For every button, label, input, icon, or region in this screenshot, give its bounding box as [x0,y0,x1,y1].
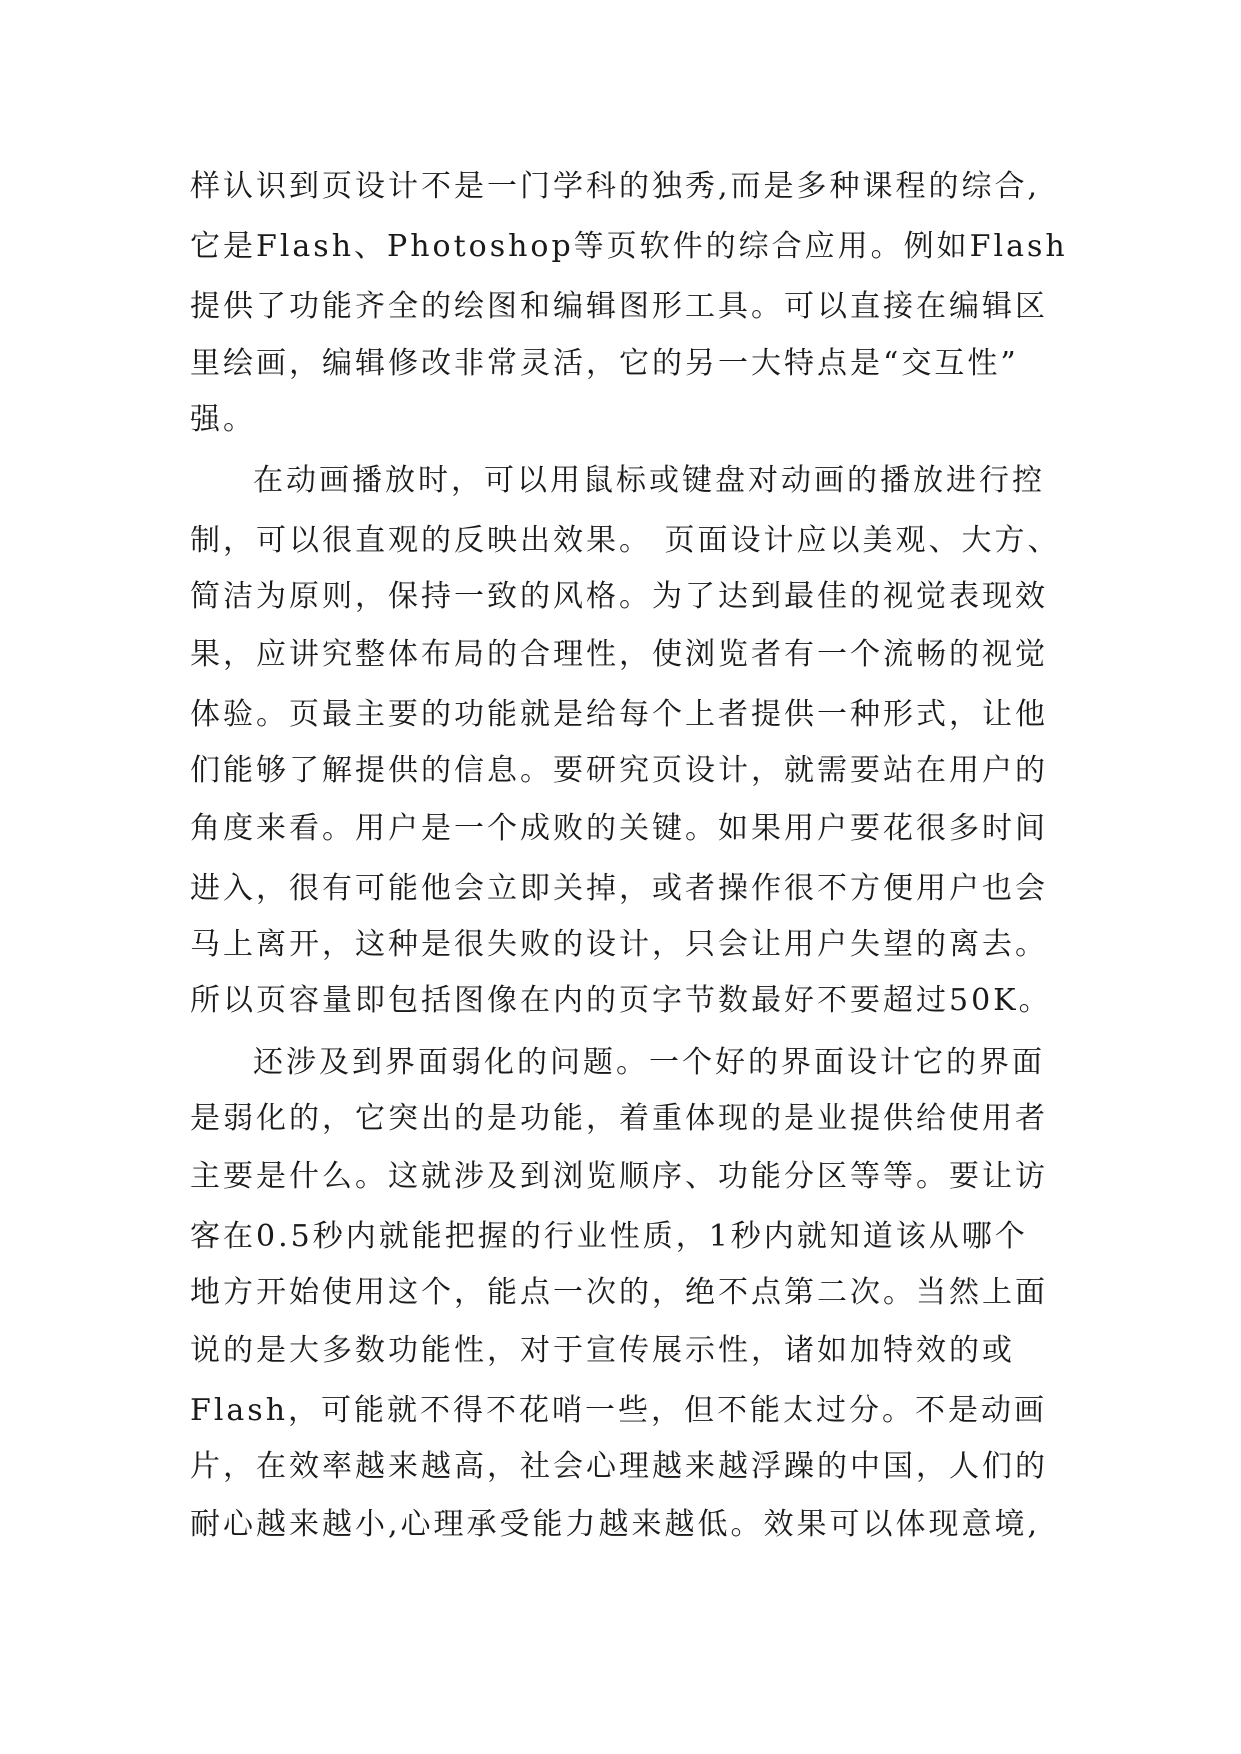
text-line: 里绘画，编辑修改非常灵活，它的另一大特点是“交互性” [190,346,1019,381]
text-line: 所以页容量即包括图像在内的页字节数最好不要超过50K。 [190,983,1052,1018]
text-line: 进入，很有可能他会立即关掉，或者操作很不方便用户也会 [190,871,1048,906]
text-line: Flash，可能就不得不花哨一些，但不能太过分。不是动画 [190,1393,1048,1428]
text-line: 它是Flash、Photoshop等页软件的综合应用。例如Flash [190,229,1068,264]
paragraph-first-line: 在动画播放时，可以用鼠标或键盘对动画的播放进行控 [253,463,1045,498]
paragraph-first-line: 还涉及到界面弱化的问题。一个好的界面设计它的界面 [253,1045,1045,1080]
text-line: 片，在效率越来越高，社会心理越来越浮躁的中国，人们的 [190,1449,1048,1484]
text-line: 提供了功能齐全的绘图和编辑图形工具。可以直接在编辑区 [190,289,1048,324]
text-line: 果，应讲究整体布局的合理性，使浏览者有一个流畅的视觉 [190,637,1048,672]
text-line: 强。 [190,402,256,437]
text-line: 制，可以很直观的反映出效果。 页面设计应以美观、大方、 [190,523,1061,558]
text-line: 是弱化的，它突出的是功能，着重体现的是业提供给使用者 [190,1101,1048,1136]
text-line: 简洁为原则，保持一致的风格。为了达到最佳的视觉表现效 [190,579,1048,614]
text-line: 马上离开，这种是很失败的设计，只会让用户失望的离去。 [190,927,1048,962]
text-line: 地方开始使用这个，能点一次的，绝不点第二次。当然上面 [190,1275,1048,1310]
text-line: 说的是大多数功能性，对于宣传展示性，诸如加特效的或 [190,1333,1015,1368]
text-line: 们能够了解提供的信息。要研究页设计，就需要站在用户的 [190,753,1048,788]
text-line: 角度来看。用户是一个成败的关键。如果用户要花很多时间 [190,811,1048,846]
text-line: 体验。页最主要的功能就是给每个上者提供一种形式，让他 [190,697,1048,732]
text-line: 样认识到页设计不是一门学科的独秀,而是多种课程的综合, [190,169,1041,204]
text-line: 耐心越来越小,心理承受能力越来越低。效果可以体现意境, [190,1507,1041,1542]
text-line: 客在0.5秒内就能把握的行业性质，1秒内就知道该从哪个 [190,1219,1028,1254]
text-line: 主要是什么。这就涉及到浏览顺序、功能分区等等。要让访 [190,1159,1048,1194]
